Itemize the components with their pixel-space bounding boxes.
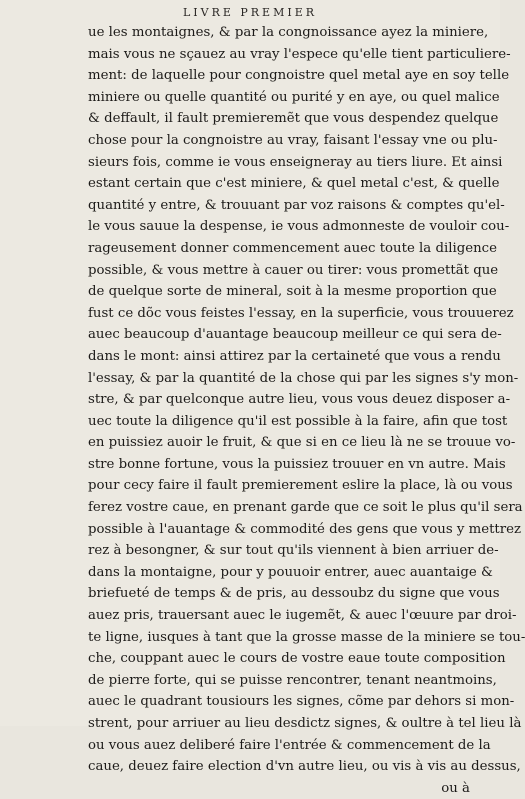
text-line: rageusement donner commencement auec toute la diligence <box>88 240 497 256</box>
text-line: dans le mont: ainsi attirez par la certaineté que vous a rendu <box>88 348 501 364</box>
text-line: fust ce dõc vous feistes l'essay, en la superficie, vous trouuerez <box>88 305 514 321</box>
text-line: caue, deuez faire election d'vn autre lieu, ou vis à vis au dessus, <box>88 759 521 775</box>
text-line: & deffault, il fault premieremẽt que vous despendez quelque <box>88 111 499 127</box>
text-line: miniere ou quelle quantité ou purité y en aye, ou quel malice <box>88 89 500 105</box>
text-line: l'essay, & par la quantité de la chose qui par les signes s'y mon- <box>88 370 519 386</box>
text-line: te ligne, iusques à tant que la grosse masse de la miniere se tou- <box>88 629 525 645</box>
text-line: sieurs fois, comme ie vous enseigneray au tiers liure. Et ainsi <box>88 154 503 170</box>
text-line: de quelque sorte de mineral, soit à la mesme proportion que <box>88 284 497 300</box>
text-line: ferez vostre caue, en prenant garde que ce soit le plus qu'il sera <box>88 500 523 516</box>
text-line: chose pour la congnoistre au vray, faisant l'essay vne ou plu- <box>88 132 498 148</box>
text-line: strent, pour arriuer au lieu desdictz signes, & oultre à tel lieu là <box>88 716 522 731</box>
text-line: auec le quadrant tousiours les signes, cõme par dehors si mon- <box>88 694 515 710</box>
text-line: possible, & vous mettre à cauer ou tirer: vous promettãt que <box>88 262 499 278</box>
text-line: ou à <box>441 780 470 796</box>
text-line: ou vous auez deliberé faire l'entrée & commencement de la <box>88 737 491 753</box>
text-line: mais vous ne sçauez au vray l'espece qu'elle tient particuliere- <box>88 46 511 62</box>
text-line: dans la montaigne, pour y pouuoir entrer, auec auantaige & <box>88 564 493 580</box>
text-line: ue les montaignes, & par la congnoissance ayez la miniere, <box>88 25 489 40</box>
body-text <box>88 22 525 799</box>
text-line: auez pris, trauersant auec le iugemẽt, & auec l'œuure par droi- <box>88 608 517 624</box>
text-line: rez à besongner, & sur tout qu'ils viennent à bien arriuer de- <box>88 543 499 559</box>
text-line: de pierre forte, qui se puisse rencontrer, tenant neantmoins, <box>88 672 497 688</box>
text-line: briefueté de temps & de pris, au dessoubz du signe que vous <box>88 586 500 602</box>
running-head: LIVRE PREMIER <box>182 6 318 19</box>
text-line: stre, & par quelconque autre lieu, vous vous deuez disposer a- <box>88 392 511 408</box>
text-line: en puissiez auoir le fruit, & que si en ce lieu là ne se trouue vo- <box>88 435 516 451</box>
text-line: estant certain que c'est miniere, & quel metal c'est, & quelle <box>88 176 500 192</box>
text-line: auec beaucoup d'auantage beaucoup meilleur ce qui sera de- <box>88 327 502 343</box>
text-line: ment: de laquelle pour congnoistre quel metal aye en soy telle <box>88 68 510 84</box>
text-line: quantité y entre, & trouuant par voz raisons & comptes qu'el- <box>88 197 505 213</box>
text-line: uec toute la diligence qu'il est possible à la faire, afin que tost <box>88 413 508 429</box>
text-line: possible à l'auantage & commodité des gens que vous y mettrez <box>88 521 522 537</box>
text-line: stre bonne fortune, vous la puissiez trouuer en vn autre. Mais <box>88 456 506 472</box>
text-line: le vous sauue la despense, ie vous admonneste de vouloir cou- <box>88 219 510 235</box>
text-line: che, couppant auec le cours de vostre eaue toute composition <box>88 651 506 667</box>
text-line: pour cecy faire il fault premierement eslire la place, là ou vous <box>88 478 513 494</box>
